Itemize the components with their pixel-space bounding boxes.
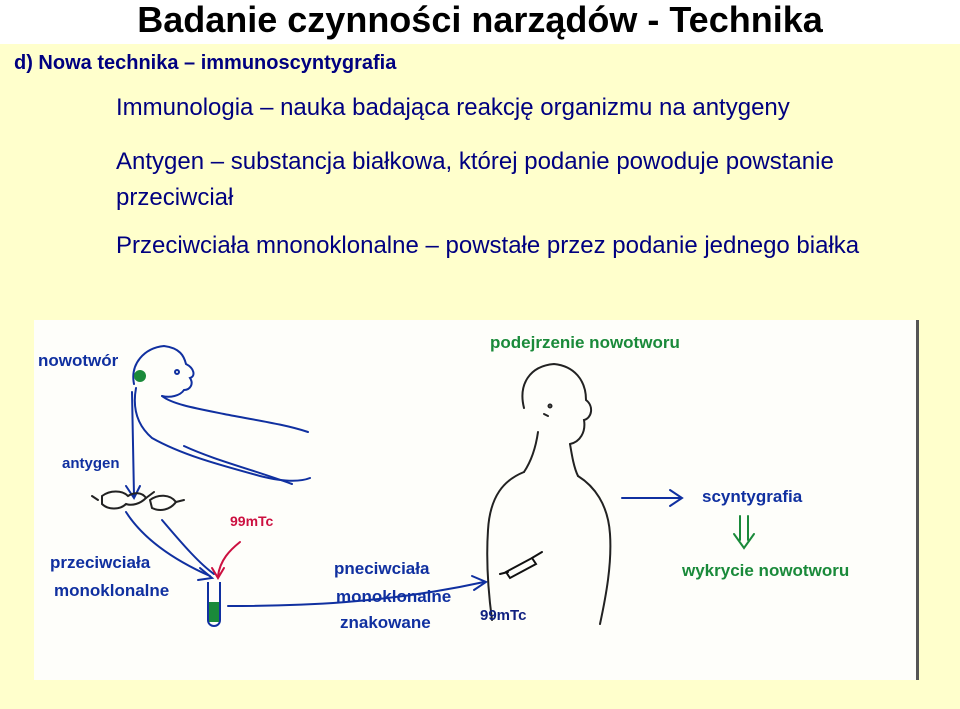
immunoscintigraphy-diagram xyxy=(34,320,919,680)
detection-label: wykrycie nowotworu xyxy=(682,561,850,580)
tumor-dot xyxy=(134,370,146,382)
labeled-antibodies-line3: znakowane xyxy=(340,613,431,632)
detection-double-arrow xyxy=(734,516,754,548)
lab-animal-drawing xyxy=(92,492,184,511)
scintigraphy-label: scyntygrafia xyxy=(702,487,803,506)
scintigraphy-arrow xyxy=(622,490,682,506)
standing-patient-drawing xyxy=(487,364,610,624)
slide-body xyxy=(0,44,960,709)
section-subheading: d) Nowa technika – immunoscyntygrafia xyxy=(14,52,397,74)
definition-immunology: Immunologia – nauka badająca reakcję organizmu na antygeny xyxy=(116,94,790,121)
antigen-label: antygen xyxy=(62,455,120,472)
antigen-arrow xyxy=(126,392,140,498)
antibodies-label-line1: przeciwciała xyxy=(50,553,151,572)
slide-title: Badanie czynności narządów - Technika xyxy=(137,0,823,40)
tumor-label: nowotwór xyxy=(38,351,119,370)
antibodies-label-line2: monoklonalne xyxy=(54,581,170,600)
test-tube-drawing xyxy=(208,582,220,626)
suspicion-label: podejrzenie nowotworu xyxy=(490,333,680,352)
isotope-label-navy: 99mTc xyxy=(480,607,527,624)
reclining-patient-drawing xyxy=(133,346,310,484)
labeled-antibodies-line1: pneciwciała xyxy=(334,559,430,578)
isotope-arrow-red xyxy=(212,542,240,578)
definition-antigen: Antygen – substancja białkowa, której podanie powoduje powstanie przeciwciał xyxy=(116,148,834,211)
syringe-drawing xyxy=(500,552,542,578)
isotope-label-red: 99mTc xyxy=(230,513,274,529)
definition-monoclonal-antibodies: Przeciwciała mnonoklonalne – powstałe przez podanie jednego białka xyxy=(116,232,860,259)
diagram-drawing xyxy=(34,320,916,680)
labeled-antibodies-line2: monoklonalne xyxy=(336,587,452,606)
